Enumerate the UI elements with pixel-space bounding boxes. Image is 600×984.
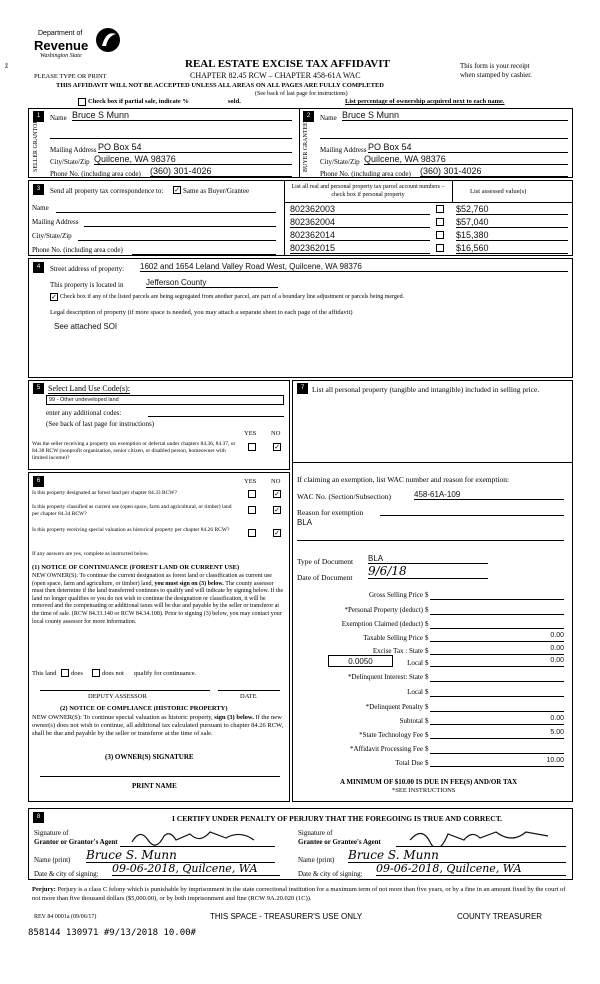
grantee-name-field[interactable]: Bruce S. Munn bbox=[348, 848, 566, 863]
doc-type-field[interactable]: BLA bbox=[368, 554, 488, 564]
owner-signature-line[interactable] bbox=[40, 776, 280, 777]
fee-dollar: $ bbox=[425, 659, 429, 667]
fee-label-excise-state: Excise Tax : State bbox=[372, 647, 423, 655]
grantor-name-field[interactable]: Bruce S. Munn bbox=[86, 848, 275, 863]
ownership-label: List percentage of ownership acquired next to each name. bbox=[345, 98, 505, 105]
fee-label-technology: *State Technology Fee bbox=[359, 731, 423, 739]
seller-blank-line bbox=[50, 129, 292, 139]
sec3-mailing-field[interactable] bbox=[84, 226, 276, 227]
reason-label: Reason for exemption bbox=[297, 508, 364, 517]
form-chapter: CHAPTER 82.45 RCW – CHAPTER 458-61A WAC bbox=[190, 71, 361, 80]
same-as-buyer-checkbox[interactable]: ✓ bbox=[174, 186, 180, 194]
qualify-label: qualify for continuance. bbox=[134, 670, 197, 677]
fee-label-taxable: Taxable Selling Price bbox=[363, 634, 423, 642]
buyer-mailing-field[interactable]: PO Box 54 bbox=[368, 142, 568, 153]
fee-dollar: $ bbox=[425, 673, 429, 681]
assessed-value-header: List assessed value(s) bbox=[470, 188, 527, 195]
fee-label-exemption: Exemption Claimed (deduct) bbox=[341, 620, 423, 628]
section-6-number: 6 bbox=[33, 476, 44, 487]
land-does-checkbox[interactable] bbox=[61, 669, 69, 677]
sec3-name-label: Name bbox=[32, 204, 49, 212]
seller-mailing-field[interactable]: PO Box 54 bbox=[98, 142, 292, 153]
sec3-city-label: City/State/Zip bbox=[32, 232, 72, 240]
margin-mark: ž bbox=[5, 62, 9, 70]
current-use-no-checkbox[interactable]: ✓ bbox=[274, 506, 280, 514]
exemption-no-checkbox[interactable]: ✓ bbox=[274, 443, 280, 451]
certify-statement: I CERTIFY UNDER PENALTY OF PERJURY THAT THE FOREGOING IS TRUE AND CORRECT. bbox=[172, 814, 503, 823]
wac-label: WAC No. (Section/Subsection) bbox=[297, 492, 391, 501]
local-rate-box[interactable]: 0.0050 bbox=[328, 655, 393, 667]
deputy-assessor-label: DEPUTY ASSESSOR bbox=[88, 693, 147, 700]
if-yes-note: If any answers are yes, complete as instructed below. bbox=[32, 551, 149, 557]
perjury-notice: Perjury: Perjury is a class C felony which is punishable by imprisonment in the state correctional institution for a maximum term of not more than five years, or by a fine in an amount fixed by the court of not more than five thousand dollars ($5,000.00), or by both imprisonment and fine (RCW 9A.20.020 (1C)). bbox=[32, 886, 566, 902]
notice-compliance-title: (2) NOTICE OF COMPLIANCE (HISTORIC PROPERTY) bbox=[60, 705, 228, 712]
doc-date-label: Date of Document bbox=[297, 573, 353, 582]
grantor-name-label: Name (print) bbox=[34, 856, 71, 864]
grantor-date-label: Date & city of signing: bbox=[34, 870, 99, 878]
fee-dollar: $ bbox=[425, 591, 429, 599]
section-7-number: 7 bbox=[297, 383, 308, 394]
fee-dollar: $ bbox=[425, 731, 429, 739]
seller-mailing-label: Mailing Address bbox=[50, 146, 97, 154]
fee-dollar: $ bbox=[425, 759, 429, 767]
parcel-account-3[interactable]: 802362014 bbox=[290, 230, 430, 241]
print-name-label: PRINT NAME bbox=[132, 782, 177, 790]
grantee-sig-label-1: Signature of bbox=[298, 829, 333, 837]
segregated-label: Check box if any of the listed parcels are being segregated from another parcel, are part of a boundary line adjustment or parcels being merged. bbox=[60, 294, 405, 300]
current-use-question: Is this property classified as current use (open space, farm and agricultural, or timber) land per chapter 84.34 RCW? bbox=[32, 504, 232, 517]
partial-sale-label: Check box if partial sale, indicate % bbox=[88, 98, 189, 105]
minimum-due-note: A MINIMUM OF $10.00 IS DUE IN FEE(S) AND/OR TAX bbox=[340, 778, 518, 786]
grantor-signature[interactable] bbox=[130, 826, 270, 846]
grantee-name-label: Name (print) bbox=[298, 856, 335, 864]
grantee-signature[interactable] bbox=[408, 826, 558, 846]
parcel-value-3[interactable]: $15,380 bbox=[456, 230, 568, 241]
same-as-buyer-label: Same as Buyer/Grantee bbox=[183, 187, 250, 195]
legal-desc-value[interactable]: See attached SOI bbox=[54, 322, 118, 331]
historic-no-checkbox[interactable]: ✓ bbox=[274, 529, 280, 537]
logo-line2: Revenue bbox=[34, 38, 89, 53]
doc-date-field[interactable]: 9/6/18 bbox=[368, 564, 488, 579]
notice-continuance-title: (1) NOTICE OF CONTINUANCE (FOREST LAND OR CURRENT USE) bbox=[32, 564, 240, 571]
sec6-no-header: NO bbox=[271, 478, 281, 485]
reason-field[interactable]: BLA bbox=[297, 518, 313, 527]
grantee-date-label: Date & city of signing: bbox=[298, 870, 363, 878]
sec3-city-field[interactable] bbox=[78, 240, 276, 241]
fee-dollar: $ bbox=[425, 745, 429, 753]
land-use-see-back: (See back of last page for instructions) bbox=[46, 420, 155, 428]
section-2-number: 2 bbox=[303, 111, 314, 122]
logo-line3: Washington State bbox=[40, 53, 82, 59]
additional-codes-field[interactable] bbox=[148, 416, 284, 417]
seller-city-field[interactable]: Quilcene, WA 98376 bbox=[94, 154, 292, 165]
fee-dollar: $ bbox=[425, 647, 429, 655]
fee-value-subtotal[interactable]: 0.00 bbox=[430, 715, 564, 725]
doc-type-label: Type of Document bbox=[297, 557, 354, 566]
see-instructions-note: *SEE INSTRUCTIONS bbox=[392, 787, 456, 794]
fee-dollar: $ bbox=[425, 688, 429, 696]
fee-label-penalty: *Delinquent Penalty bbox=[365, 703, 423, 711]
grantor-date-field[interactable]: 09-06-2018, Quilcene, WA bbox=[112, 862, 280, 876]
sec3-phone-label: Phone No. (including area code) bbox=[32, 246, 123, 254]
fee-value-interest-state[interactable] bbox=[430, 672, 564, 682]
receipt-note-2: when stamped by cashier. bbox=[460, 71, 532, 79]
not-accepted: THIS AFFIDAVIT WILL NOT BE ACCEPTED UNLESS ALL AREAS ON ALL PAGES ARE FULLY COMPLETED bbox=[56, 82, 384, 89]
logo-line1: Department of bbox=[38, 30, 83, 37]
exemption-yes-checkbox[interactable] bbox=[248, 443, 256, 451]
grantor-sig-label-1: Signature of bbox=[34, 829, 69, 837]
notice-compliance-text: NEW OWNER(S): To continue special valuation as historic property, sign (3) below. If the new owner(s) does not wish to continue, all additional tax calculated pursuant to chapter 84.26 RCW, shall be due and payable by the seller or transferor at the time of sale. bbox=[32, 714, 284, 737]
seller-name-label: Name bbox=[50, 114, 67, 122]
deputy-assessor-line[interactable] bbox=[40, 690, 210, 691]
grantor-sig-label-2: Grantor or Grantor's Agent bbox=[34, 838, 118, 846]
parcel-account-4[interactable]: 802362015 bbox=[290, 243, 430, 254]
fee-value-personal[interactable] bbox=[430, 605, 564, 615]
fee-label-interest-local: Local bbox=[407, 688, 423, 696]
see-back-note: (See back of last page for instructions) bbox=[255, 91, 348, 97]
land-does-label: does bbox=[71, 670, 83, 677]
parcel-value-4[interactable]: $16,560 bbox=[456, 243, 568, 254]
located-in-label: This property is located in bbox=[50, 281, 124, 289]
personal-property-label: List all personal property (tangible and intangible) included in selling price. bbox=[312, 385, 540, 394]
personal-property-checkbox-1[interactable] bbox=[436, 205, 444, 213]
deputy-date-label: DATE bbox=[240, 693, 257, 700]
seller-side-label: SELLER GRANTOR bbox=[33, 119, 39, 172]
buyer-phone-label: Phone No. (including area code) bbox=[320, 170, 411, 178]
personal-property-checkbox-4[interactable] bbox=[436, 244, 444, 252]
this-land-label: This land bbox=[32, 670, 57, 677]
street-address-label: Street address of property: bbox=[50, 265, 125, 273]
grantee-sig-label-2: Grantee or Grantee's Agent bbox=[298, 838, 381, 846]
receipt-stamp: 858144 130971 #9/13/2018 10.00# bbox=[28, 928, 196, 938]
buyer-side-label: BUYER GRANTEE bbox=[303, 122, 309, 172]
partial-sale-checkbox[interactable] bbox=[78, 98, 86, 106]
form-title: REAL ESTATE EXCISE TAX AFFIDAVIT bbox=[185, 58, 390, 70]
fee-dollar: $ bbox=[425, 703, 429, 711]
buyer-phone-field[interactable]: (360) 301-4026 bbox=[420, 166, 568, 177]
section-4-box bbox=[28, 258, 573, 378]
reason-line-2 bbox=[297, 540, 564, 541]
forest-yes-checkbox[interactable] bbox=[248, 490, 256, 498]
grantee-date-field[interactable]: 09-06-2018, Quilcene, WA bbox=[376, 862, 566, 876]
legal-desc-label: Legal description of property (if more space is needed, you may attach a separate sheet to each page of the affidavit) bbox=[50, 309, 353, 316]
fee-label-gross: Gross Selling Price bbox=[368, 591, 423, 599]
fee-dollar: $ bbox=[425, 620, 429, 628]
fee-value-excise-local[interactable]: 0.00 bbox=[430, 657, 564, 667]
exemption-question: Was the seller receiving a property tax exemption or deferral under chapters 84.36, 84.37, or 84.38 RCW (nonprofit organization, senior citizen, or disabled person, homeowner with limited income)? bbox=[32, 441, 236, 461]
revenue-logo-icon bbox=[94, 26, 122, 54]
historic-question: Is this property receiving special valuation as historical property per chapter 84.26 RCW? bbox=[32, 527, 230, 533]
section-8-number: 8 bbox=[33, 812, 44, 823]
wac-field[interactable]: 458-61A-109 bbox=[414, 490, 564, 500]
sec3-phone-field[interactable] bbox=[132, 254, 276, 255]
fee-value-technology[interactable]: 5.00 bbox=[430, 729, 564, 739]
fee-value-exemption[interactable] bbox=[430, 619, 564, 629]
receipt-note-1: This form is your receipt bbox=[460, 62, 530, 70]
sec3-name-field[interactable] bbox=[56, 212, 276, 213]
owner-signature-label: (3) OWNER(S) SIGNATURE bbox=[105, 753, 194, 761]
reason-line bbox=[380, 515, 564, 516]
parcel-value-1[interactable]: $52,760 bbox=[456, 204, 568, 215]
buyer-city-field[interactable]: Quilcene, WA 98376 bbox=[364, 154, 568, 165]
buyer-mailing-label: Mailing Address bbox=[320, 146, 367, 154]
fee-dollar: $ bbox=[425, 634, 429, 642]
forest-land-question: Is this property designated as forest land per chapter 84.33 RCW? bbox=[32, 490, 177, 496]
sec6-yes-header: YES bbox=[244, 478, 257, 485]
fee-label-total: Total Due bbox=[395, 759, 423, 767]
seller-name-field[interactable]: Bruce S Munn bbox=[72, 110, 292, 121]
buyer-name-field[interactable]: Bruce S Munn bbox=[342, 110, 568, 121]
county-field[interactable]: Jefferson County bbox=[146, 278, 278, 288]
land-use-label: Select Land Use Code(s): bbox=[48, 384, 130, 393]
fee-label-affidavit: *Affidavit Processing Fee bbox=[350, 745, 423, 753]
section-5-number: 5 bbox=[33, 383, 44, 394]
parcel-account-2[interactable]: 802362004 bbox=[290, 217, 430, 228]
land-does-not-checkbox[interactable] bbox=[92, 669, 100, 677]
fee-value-excise-state[interactable]: 0.00 bbox=[430, 645, 564, 655]
current-use-yes-checkbox[interactable] bbox=[248, 506, 256, 514]
fee-value-taxable[interactable]: 0.00 bbox=[430, 632, 564, 642]
parcel-account-1[interactable]: 802362003 bbox=[290, 204, 430, 215]
fee-label-excise-local: Local bbox=[407, 659, 423, 667]
sec3-mailing-label: Mailing Address bbox=[32, 218, 79, 226]
buyer-blank-line bbox=[320, 129, 568, 139]
parcel-list-header: List all real and personal property tax parcel account numbers – check box if personal property bbox=[291, 184, 445, 198]
send-correspondence-label: Send all property tax correspondence to: bbox=[50, 187, 164, 195]
buyer-city-label: City/State/Zip bbox=[320, 158, 360, 166]
personal-property-checkbox-3[interactable] bbox=[436, 231, 444, 239]
seller-city-label: City/State/Zip bbox=[50, 158, 90, 166]
fee-label-subtotal: Subtotal bbox=[399, 717, 423, 725]
fee-dollar: $ bbox=[425, 717, 429, 725]
exemption-claim-label: If claiming an exemption, list WAC number and reason for exemption: bbox=[297, 475, 510, 484]
fee-dollar: $ bbox=[425, 606, 429, 614]
county-treasurer-label: COUNTY TREASURER bbox=[457, 912, 543, 921]
sec5-no-header: NO bbox=[271, 430, 281, 437]
section-4-number: 4 bbox=[33, 262, 44, 273]
land-does-not-label: does not bbox=[102, 670, 124, 677]
fee-value-penalty[interactable] bbox=[430, 702, 564, 712]
fee-value-total[interactable]: 10.00 bbox=[430, 757, 564, 767]
fee-label-personal: *Personal Property (deduct) bbox=[344, 606, 423, 614]
forest-no-checkbox[interactable]: ✓ bbox=[274, 490, 280, 498]
seller-phone-field[interactable]: (360) 301-4026 bbox=[150, 166, 292, 177]
fee-label-interest-state: *Delinquent Interest: State bbox=[347, 673, 423, 681]
additional-codes-label: enter any additional codes: bbox=[46, 409, 122, 417]
form-revision: REV 84 0001a (09/06/17) bbox=[34, 914, 97, 920]
parcel-value-2[interactable]: $57,040 bbox=[456, 217, 568, 228]
please-type: PLEASE TYPE OR PRINT bbox=[34, 73, 107, 80]
personal-property-checkbox-2[interactable] bbox=[436, 218, 444, 226]
notice-continuance-text: NEW OWNER(S): To continue the current designation as forest land or classification as current use (open space, farm and agriculture, or timber) land, you must sign on (3) below. The county assessor must then determine if the land transferred continues to qualify and will indicate by signing below. If the land no longer qualifies or you do not wish to continue the designation or classification, it will be removed and the compensating or additional taxes will be due and payable by the seller or transferor at the time of sale. (RCW 84.33.140 or RCW 84.34.108). Prior to signing (3) below, you may contact your local county assessor for more information. bbox=[32, 573, 284, 625]
buyer-name-label: Name bbox=[320, 114, 337, 122]
historic-yes-checkbox[interactable] bbox=[248, 529, 256, 537]
treasurer-space-label: THIS SPACE - TREASURER'S USE ONLY bbox=[210, 912, 363, 921]
land-use-select[interactable]: 99 - Other undeveloped land bbox=[46, 395, 284, 405]
sold-label: sold. bbox=[228, 98, 241, 105]
seller-phone-label: Phone No. (including area code) bbox=[50, 170, 141, 178]
section-3-number: 3 bbox=[33, 184, 44, 195]
segregated-checkbox[interactable]: ✓ bbox=[51, 293, 57, 301]
section-1-number: 1 bbox=[33, 111, 44, 122]
fee-value-interest-local[interactable] bbox=[430, 687, 564, 697]
sec5-yes-header: YES bbox=[244, 430, 257, 437]
deputy-date-line[interactable] bbox=[218, 690, 280, 691]
street-address-field[interactable]: 1602 and 1654 Leland Valley Road West, Quilcene, WA 98376 bbox=[140, 262, 568, 272]
fee-value-affidavit[interactable] bbox=[430, 744, 564, 754]
fee-value-gross[interactable] bbox=[430, 590, 564, 600]
dor-logo bbox=[34, 26, 124, 66]
